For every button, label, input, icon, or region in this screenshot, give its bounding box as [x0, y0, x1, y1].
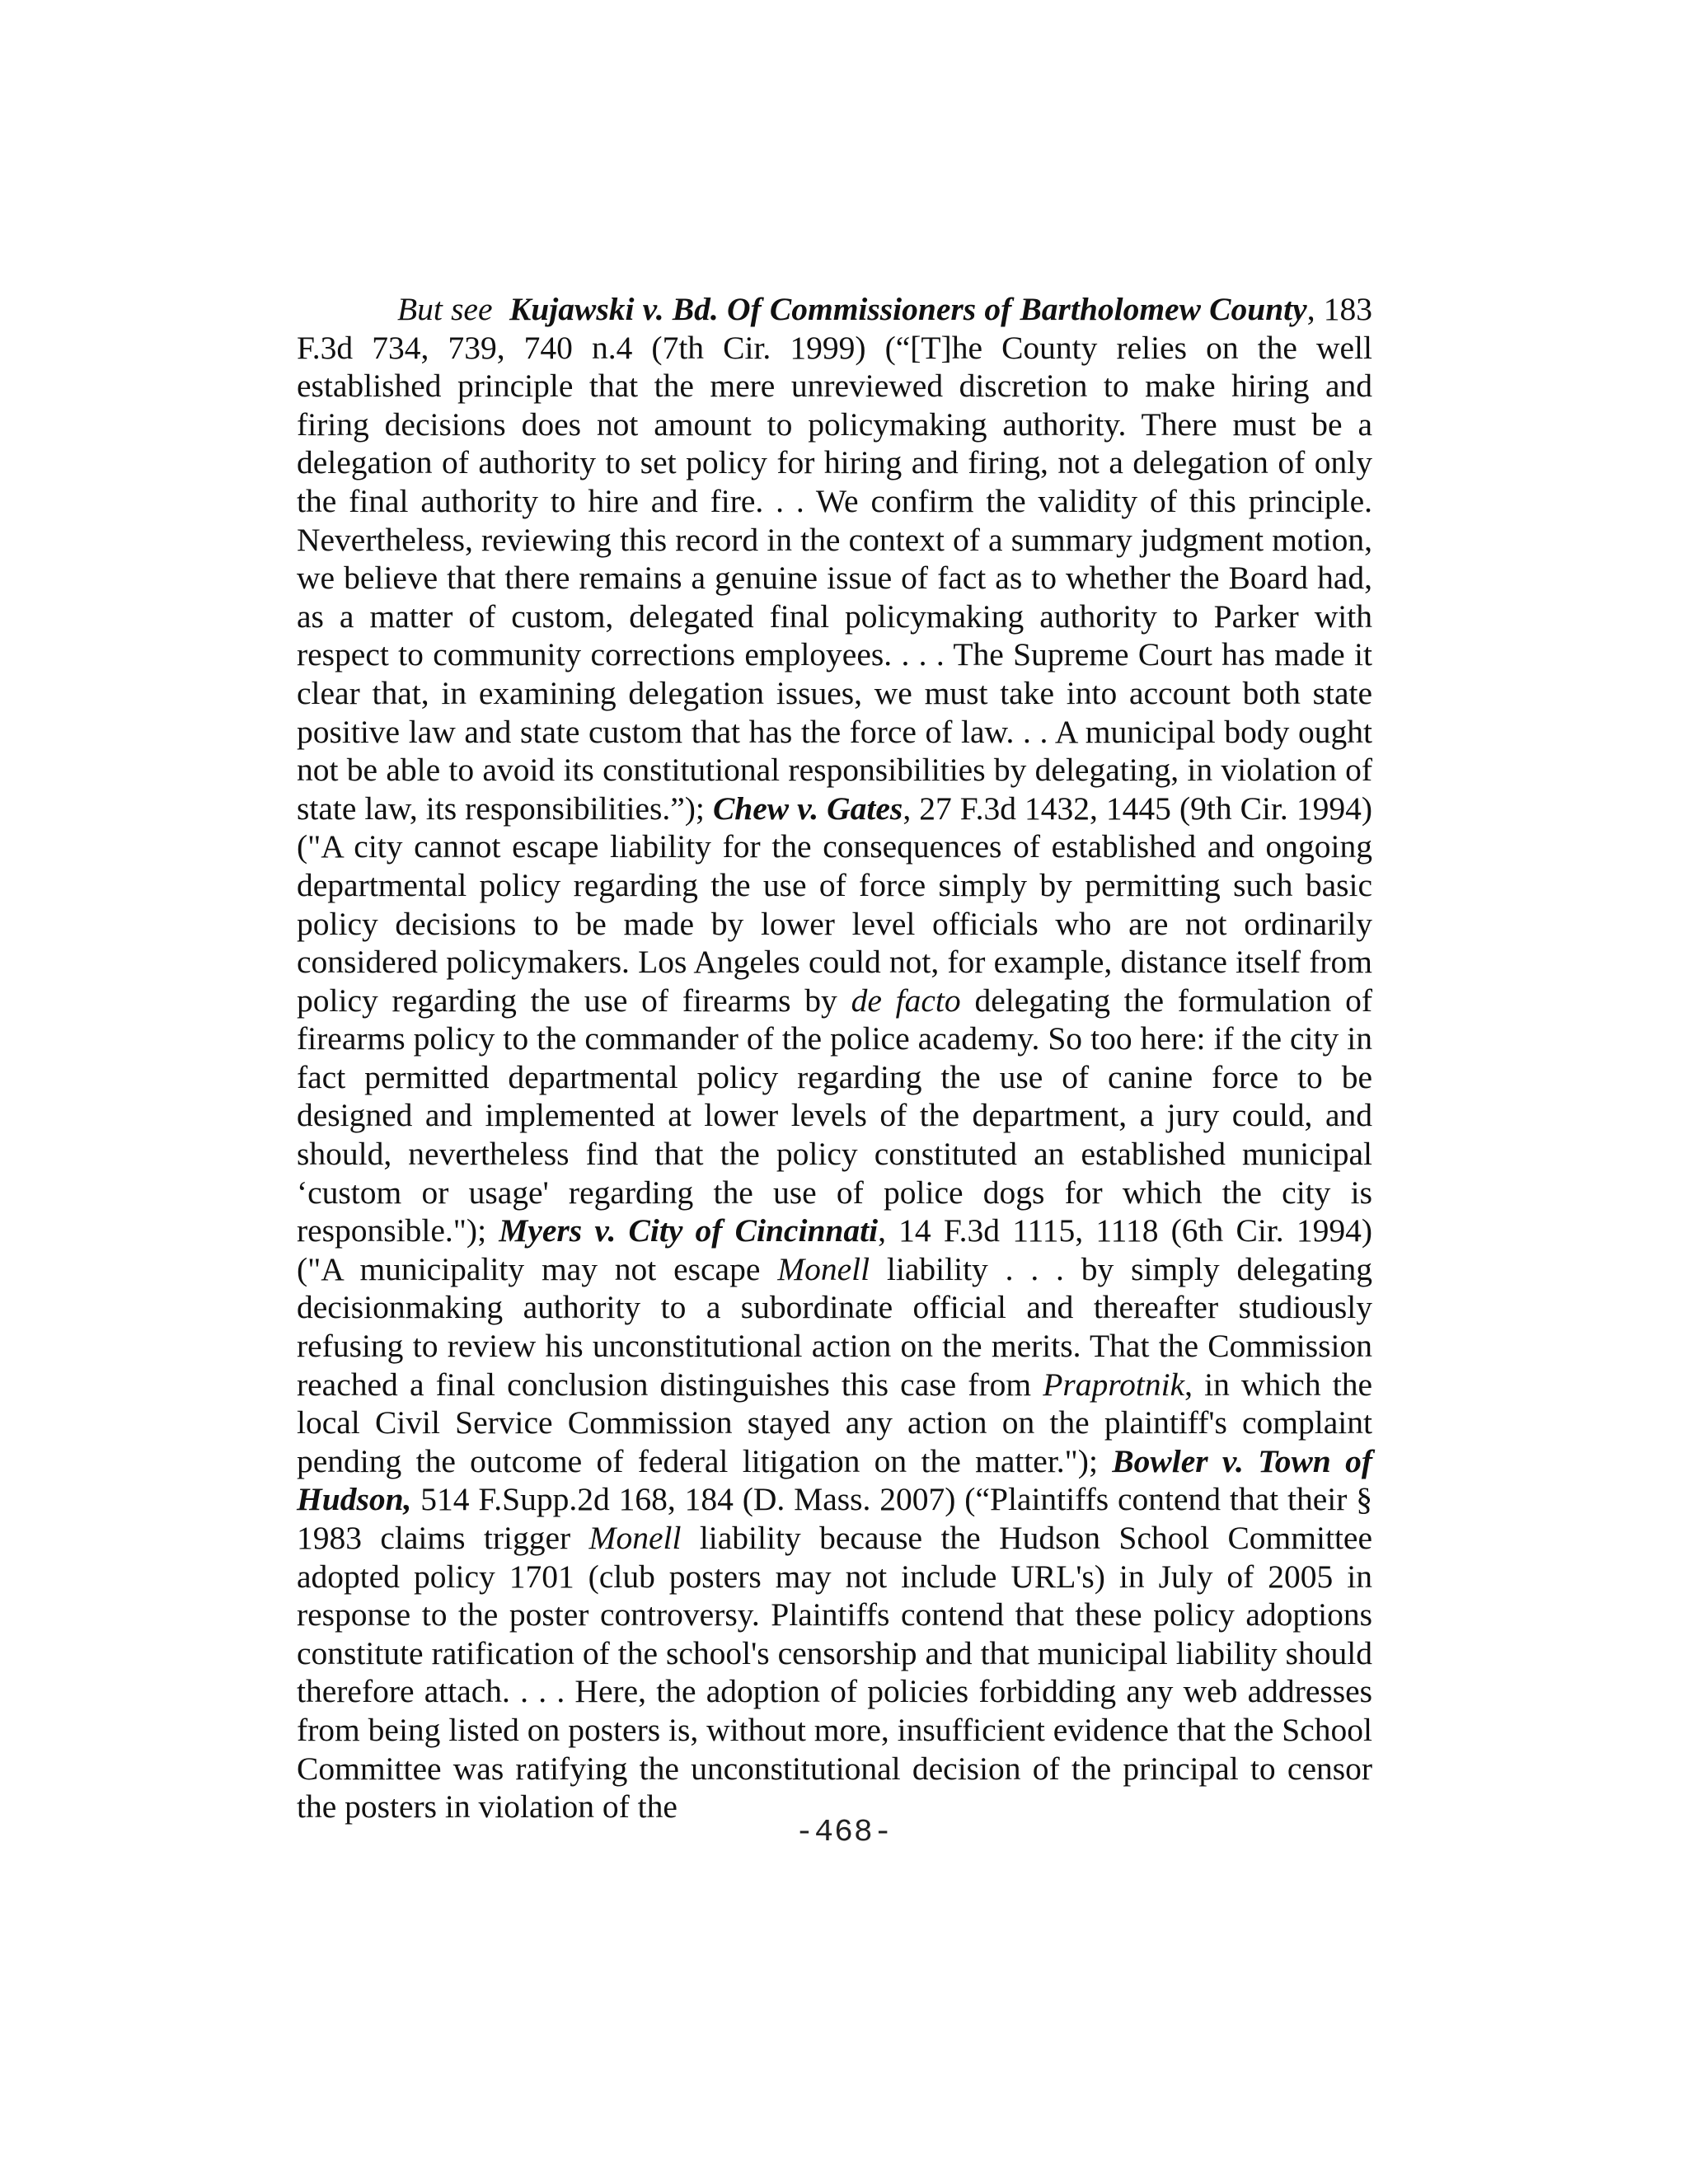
text-run: liability . . . by simply delegating decisionmaking authority to a subordinate official and thereafter studiously refusing to review his unconstitutional action on the merits. That the Commission reached a final conclusion distinguishes this case from [297, 1250, 1373, 1403]
page-number: -468- [795, 1815, 893, 1850]
case-name-chew: Chew v. Gates [712, 790, 903, 827]
case-name-bowler: Bowler v. Town of Hudson, [297, 1442, 1373, 1518]
text-run: , in which the local Civil Service Commission stayed any action on the plaintiff's complaint pending the outcome of federal litigation on the matter."); [297, 1366, 1372, 1479]
case-name-myers: Myers v. City of Cincinnati [499, 1212, 879, 1249]
text-run [493, 291, 509, 327]
text-run: , 27 F.3d 1432, 1445 (9th Cir. 1994) ("A city cannot escape liability for the consequences of established and ongoing departmental policy regarding the use of force simply by permitting such basic policy decisions to be made by lower level officials who are not ordinarily considered policymakers. Los Angeles could not, for example, distance itself from policy regarding the use of firearms by [297, 790, 1372, 1019]
signal-but-see: But see [397, 291, 493, 327]
italic-term: Monell [777, 1250, 870, 1287]
body-paragraph [297, 290, 1372, 1826]
text-run: 514 F.Supp.2d 168, 184 (D. Mass. 2007) (“Plaintiffs contend that their § 1983 claims trigger [297, 1481, 1372, 1556]
italic-term: Monell [588, 1520, 682, 1556]
text-run: liability because the Hudson School Committee adopted policy 1701 (club posters may not include URL's) in July of 2005 in response to the poster controversy. Plaintiffs contend that these policy adoptions constitute ratification of the school's censorship and that municipal liability should therefore attach. . . . Here, the adoption of policies forbidding any web addresses from being listed on posters is, without more, insufficient evidence that the School Committee was ratifying the unconstitutional decision of the principal to censor the posters in violation of the [297, 1520, 1372, 1825]
text-run: delegating the formulation of firearms policy to the commander of the police academy. So too here: if the city in fact permitted departmental policy regarding the use of canine force to be designed and implemented at lower levels of the department, a jury could, and should, nevertheless find that the policy constituted an established municipal ‘custom or usage' regarding the use of police dogs for which the city is responsible."); [297, 982, 1372, 1249]
case-name-kujawski: Kujawski v. Bd. Of Commissioners of Bartholomew County [509, 291, 1307, 327]
main-text [297, 290, 1372, 1826]
italic-term: Praprotnik [1043, 1366, 1185, 1403]
text-run: , 14 F.3d 1115, 1118 (6th Cir. 1994) ("A municipality may not escape [297, 1212, 1372, 1287]
italic-term: de facto [851, 982, 961, 1019]
text-run: , 183 F.3d 734, 739, 740 n.4 (7th Cir. 1999) (“[T]he County relies on the well established principle that the mere unreviewed discretion to make hiring and firing decisions does not amount to policymaking authority. There must be a delegation of authority to set policy for hiring and firing, not a delegation of only the final authority to hire and fire. . . We confirm the validity of this principle. Nevertheless, reviewing this record in the context of a summary judgment motion, we believe that there remains a genuine issue of fact as to whether the Board had, as a matter of custom, delegated final policymaking authority to Parker with respect to community corrections employees. . . . The Supreme Court has made it clear that, in examining delegation issues, we must take into account both state positive law and state custom that has the force of law. . . A municipal body ought not be able to avoid its constitutional responsibilities by delegating, in violation of state law, its responsibilities.”); [297, 291, 1373, 827]
